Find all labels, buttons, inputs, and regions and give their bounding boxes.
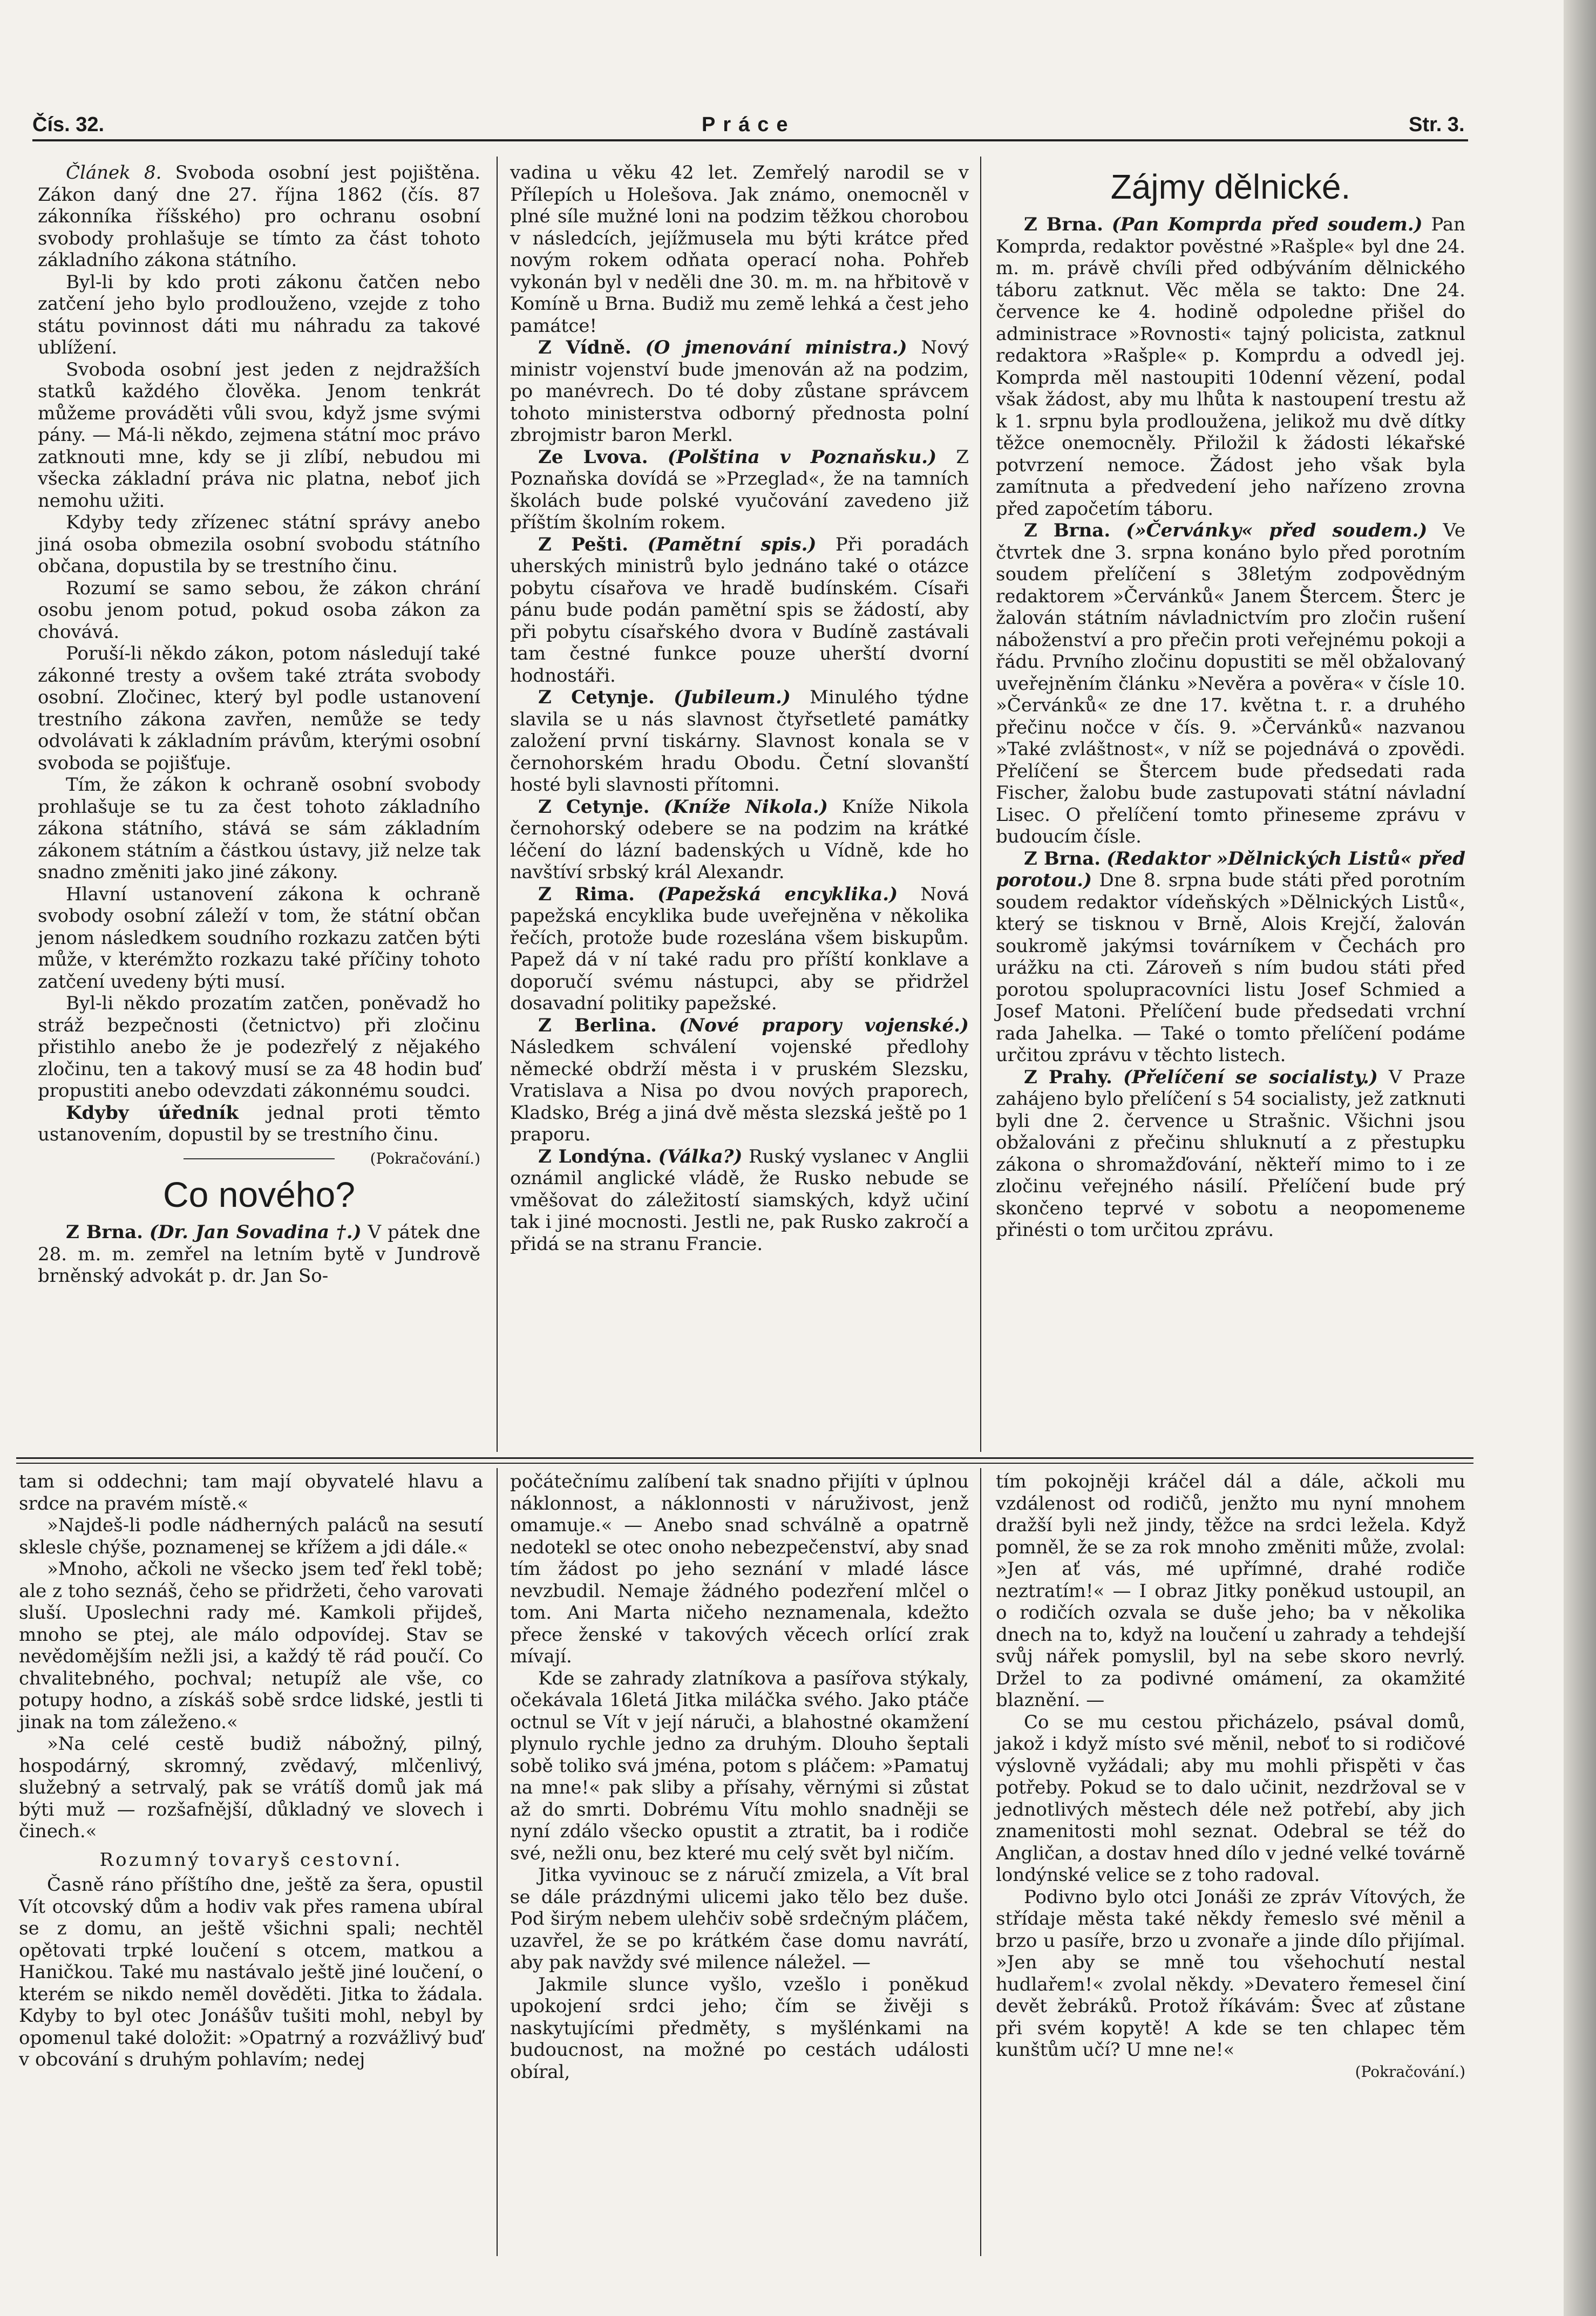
news-lead: Z Brna. [1024,520,1111,541]
story-paragraph: Kde se zahrady zlatníkova a pasířova stýkaly, očekávala 16letá Jitka miláčka svého. Jako ptáče octnul se Vít v její náruči, a blahostné okamžení plynulo rychle jedno za druhým. Dlouho šeptali sobě toliko svá jména, potom s pláčem: »Pamatuj na mne!« pak sliby a přísahy, věrnými si zůstat až do smrti. Dobrému Vítu mohlo snadněji se nyní zdálo všecko opustit a ztratit, ba i rodiče své, nežli onu, bez které mu celý svět byl ničím. [510,1667,969,1864]
story-paragraph: tím pokojněji kráčel dál a dále, ačkoli mu vzdálenost od rodičů, jenžto mu nyní mnohem dražší byli než jindy, těžce na srdci ležela. Když pomněl, že se za rok mnoho změniti může, zvolal: »Jen ať vás, mé upřímné, drahé rodiče neztratím!« — I obraz Jitky poněkud ustoupil, an o rodičích ozvala se duše jeho; ba v několika dnech na to, když na loučení u zahrady a tehdejší svůj nářek pomyslil, byl na sebe skoro nevrlý. Držel to za podivné omámení, za okamžité blaznění. — [996,1471,1465,1711]
paragraph: Byl-li by kdo proti zákonu čatčen nebo zatčení jeho bylo prodlouženo, vzejde z toho státu povinnost dáti mu náhradu za takové ublížení. [38,271,480,358]
news-lead: Z Cetynje. [538,687,655,708]
header-rule [32,139,1468,141]
news-title: (Pan Komprda před soudem.) [1111,214,1423,235]
story-paragraph: počátečnímu zalíbení tak snadno přijíti v úplnou náklonnost, a náklonnosti v náruživost, jenž omamuje.« — Anebo snad schválně a opatrně nedotekl se otec onoho nebezpečenství, aby snad tím žádost po jeho seznání v mladé lásce nevzbudil. Nemaje žádného podezření mlčel o tom. Ani Marta ničeho neznamenala, kdežto přece ženské v takových věcech orlící zrak mívají. [510,1471,969,1667]
story-paragraph: »Mnoho, ačkoli ne všecko jsem teď řekl tobě; ale z toho seznáš, čeho se přidržeti, čeho varovati sluší. Uposlechni rady mé. Kamkoli přijdeš, mnoho se ptej, ale málo odpovídej. Stav se nevědomějším nežli jsi, a každý tě rád poučí. Co chvalitebného, pochval; netupíž ale vše, co potupy hodno, a získáš sobě srdce lidské, jestli ti jinak na tom záleženo.« [19,1558,483,1733]
story-column-1 [19,1471,483,2071]
news-title: (Dr. Jan Sovadina †.) [149,1221,362,1243]
news-title: (Pamětní spis.) [647,533,817,555]
news-lead: Z Brna. [66,1221,143,1243]
story-paragraph: »Na celé cestě budiž nábožný, pilný, hospodárný, skromný, zvědavý, mlčenlivý, služebný a setrvalý, pak se vrátíš domů jak má býti muž — rozšafnější, důkladný ve slovech i činech.« [19,1733,483,1842]
story-paragraph: Co se mu cestou přicházelo, psával domů, jakož i když místo své měnil, neboť to si rodičové výslovně vyžádali; aby mu mohli přispěti v čas potřeby. Pokud se to dalo učinit, nezdržoval se v jednotlivých městech déle než potřebí, aby jich znamenitosti mohl seznat. Odebral se též do Angličan, a dostav hned dílo v jedné velké továrně londýnské velice se z toho radoval. [996,1711,1465,1886]
news-lead: Z Rima. [538,883,635,905]
column-divider [497,157,498,1452]
page-number: Str. 3. [1409,113,1465,136]
news-text: Nový ministr vojenství bude jmenován až na podzim, po manévrech. Do té doby zůstane správcem tohoto ministerstva odborný přednosta polní zbrojmistr baron Merkl. [510,337,969,446]
news-lead: Z Londýna. [538,1145,652,1167]
story-paragraph: Jakmile slunce vyšlo, vzešlo i poněkud upokojení srdci jeho; čím se živěji s naskytujícími předměty, s myšlénkami na budoucnost, na možné po cestách události obíral, [510,1973,969,2083]
scan-edge [1564,0,1596,2316]
paragraph: Tím, že zákon k ochraně osobní svobody prohlašuje se tu za čest tohoto základního zákona státního, stává se sám základním zákonem státním a částkou ústavy, již nelze tak snadno změniti jako jiné zákony. [38,774,480,883]
column-1 [38,162,480,1287]
column-divider [980,1468,981,2256]
paragraph: Svoboda osobní jest pojištěna. Zákon daný dne 27. října 1862 (čís. 87 zákonníka říšského) pro ochranu osobní svobody prohlašuje se tímto za část tohoto základního zákona státního. [38,162,481,271]
news-text: Dne 8. srpna bude státi před porotním soudem redaktor vídeňských »Dělnických Listů«, který se tisknou v Brně, Alois Krejčí, žalován soukromě jakýmsi továrníkem v Čechách pro urážku na cti. Zároveň s ním budou státi před porotou spolupracovníci listu Josef Schmied a Josef Matoni. Přelíčení bude předsedati vrchní rada Jahelka. — Také o tomto přelíčení podáme určitou zprávu v těchto listech. [996,870,1466,1066]
page-header [32,113,1468,140]
paper-title: Práce [702,113,796,136]
column-divider [980,157,981,1452]
story-paragraph: Jitka vyvinouc se z náručí zmizela, a Vít bral se dále prázdnými ulicemi jako tělo bez duše. Pod širým nebem ulehčiv sobě srdečným pláčem, uzavřel, že se po krátkém čase domu navrátí, aby pak navždy své milence náležel. — [510,1864,969,1973]
column-3 [996,162,1465,1241]
paragraph: Rozumí se samo sebou, že zákon chrání osobu jenom potud, pokud osoba zákon za chovává. [38,577,480,643]
news-text: Minulého týdne slavila se u nás slavnost čtyřsetleté památky založení první tiskárny. Slavnost konala se v černohorském hradu Obodu. Četní slovanští hosté byli slavnosti přítomni. [510,687,969,796]
news-text: Pan Komprda, redaktor pověstné »Rašple« byl dne 24. m. m. právě chvíli před odbýváním dělnického táboru zatknut. Věc měla se takto: Dne 24. července ke 4. hodině odpoledne přišel do administrace »Rovnosti« tajný policista, zatknul redaktora »Rašple« p. Komprdu a odvedl jej. Komprda měl nastoupiti 10denní vězení, podal však žádost, aby mu lhůta k nastoupení trestu až k 1. srpnu byla prodloužena, jelikož mu dvě dítky těžce onemocněly. Přiložil k žádosti lékařské potvrzení nemoce. Žádost jeho však byla zamítnuta a předvedení jeho nařízeno zrovna před započetím táboru. [996,214,1466,520]
news-text: Z Poznaňska dovídá se »Przeglad«, že na tamních školách bude polské vyučování zavedeno již příštím školním rokem. [510,446,969,533]
news-lead: Z Vídně. [538,337,631,358]
news-title: (Redaktor »Dělnických Listů« před porotou.) [996,847,1465,891]
column-2 [510,162,969,1255]
story-paragraph: »Najdeš-li podle nádherných paláců na sesutí sklesle chýše, poznamenej se křížem a jdi dále.« [19,1514,483,1558]
news-title: (Válka?) [658,1145,743,1167]
column-divider [497,1468,498,2256]
story-paragraph: Časně ráno příštího dne, ještě za šera, opustil Vít otcovský dům a hodiv vak přes ramena ubíral se z domu, an ještě všichni spali; nechtěl opětovati trpké loučení s otcem, matkou a Haničkou. Také mu nastávalo ještě jiné loučení, o kterém se nikdo neměl dověděti. Jitka to žádala. Kdyby to byl otec Jonášův tušiti mohl, nebyl by opomenul také doložit: »Opatrný a rozvážlivý buď v obcování s druhým pohlavím; nedej [19,1874,483,2070]
story-column-2 [510,1471,969,2083]
feuilleton-rule [16,1457,1473,1459]
news-text: vadina u věku 42 let. Zemřelý narodil se v Přílepích u Holešova. Jak známo, onemocněl v plné síle mužné loni na podzim těžkou chorobou v následcích, jejížmusela mu býti krátce před novým rokem odňata operací noha. Pohřeb vykonán byl v neděli dne 30. m. m. na hřbitově v Komíně u Brna. Budiž mu země lehká a čest jeho památce! [510,162,969,337]
news-text: Při poradách uherských ministrů bylo jednáno také o otázce pobytu císařova ve hradě budínském. Císaři pánu bude podán pamětní spis se žádostí, aby při pobytu císařského dvora v Budíně zastávali tam čestné funkce pouze uherští dvorní hodnostáři. [510,533,969,687]
news-title: (Přelíčení se socialisty.) [1123,1066,1378,1088]
section-heading: Co nového? [163,1174,355,1214]
story-subtitle: Rozumný tovaryš cestovní. [99,1849,403,1871]
news-lead: Ze Lvova. [538,446,648,468]
news-text: Ve čtvrtek dne 3. srpna konáno bylo před porotním soudem přelíčení s 38letým zodpovědným redaktorem »Červánků« Janem Štercem. Šterc je žalován státním návladnictvím pro zločin rušení náboženství a pro přečin proti veřejnému pokoji a řádu. Prvního zločinu dopustiti se měl obžalovaný uveřejněním článku »Nevěra a pověra« v čísle 10. »Červánků« ze dne 17. května t. r. a druhého přečinu nočce v čís. 9. »Červánků« nazvanou »Také zvláštnost«, v níž se pojednává o zpovědi. Přelíčení se Štercem bude předsedati rada Fischer, žalobu bude zastupovati státní návladní Lisec. O přelíčení tomto přineseme zprávu v budoucím čísle. [996,520,1466,847]
news-title: (O jmenování ministra.) [645,337,907,358]
news-title: (»Červánky« před soudem.) [1126,520,1428,541]
news-lead: Z Pešti. [538,533,629,555]
news-title: (Polština v Poznaňsku.) [667,446,937,468]
continued-note: (Pokračování.) [370,1149,480,1167]
news-lead: Z Brna. [1024,214,1103,235]
paragraph: jednal proti těmto ustanovením, dopustil by se trestního činu. [38,1102,480,1145]
news-text: V pátek dne 28. m. m. zemřel na letním bytě v Jundrově brněnský advokát p. dr. Jan So- [38,1221,481,1287]
news-text: Následkem schválení vojenské předlohy německé obdrží města i v pruském Slezsku, Vratislava a Nisa po dvou nových praporech, Kladsko, Brég a jiná dvě města slezská ještě po 1 praporu. [510,1036,969,1145]
continued-note: (Pokračování.) [1355,2062,1465,2081]
news-lead: Z Cetynje. [538,796,650,818]
paragraph: Kdyby tedy zřízenec státní správy anebo jiná osoba obmezila osobní svobodu státního občana, dopustila by se trestního činu. [38,512,480,577]
news-title: (Nové prapory vojenské.) [679,1014,969,1036]
short-divider [184,1158,335,1159]
news-title: (Papežská encyklika.) [657,883,898,905]
feuilleton-rule [16,1463,1473,1464]
news-lead: Z Berlina. [538,1014,657,1036]
paragraph: Hlavní ustanovení zákona k ochraně svobody osobní záleží v tom, že státní občan jenom následkem soudního rozkazu zatčen býti může, v kterémžto rozkazu také příčiny tohoto zatčení uvedeny býti musí. [38,883,480,993]
news-lead: Z Prahy. [1024,1066,1112,1088]
story-paragraph: tam si oddechni; tam mají obyvatelé hlavu a srdce na pravém místě.« [19,1471,483,1514]
story-paragraph: Podivno bylo otci Jonáši ze zpráv Vítových, že střídaje města také někdy řemeslo své měnil a brzo u pasíře, brzo u zvonaře a jinde dílo přijímal. »Jen aby se mně tou všehochutí nestal hudlařem!« zvolal někdy. »Devatero řemesel činí devět žebráků. Protož říkávám: Švec ať zůstane při svém kopytě! A kde se ten chlapec těm kunštům učí? U mne ne!« [996,1886,1465,2061]
news-title: (Jubileum.) [674,687,791,708]
news-title: (Kníže Nikola.) [663,796,828,818]
story-column-3 [996,1471,1465,2083]
news-text: Kníže Nikola černohorský odebere se na podzim na krátké léčení do lázní badenských u Vídně, kde ho navštíví srbský král Alexandr. [510,796,969,883]
news-text: Ruský vyslanec v Anglii oznámil anglické vládě, že Rusko nebude se vměšovat do záležitostí siamských, když učiní tak i jiné mocnosti. Jestli ne, pak Rusko zakročí a přidá se na stranu Francie. [510,1145,969,1255]
paragraph: Byl-li někdo prozatím zatčen, poněvadž ho stráž bezpečnosti (četnictvo) při zločinu přistihlo anebo že je podezřelý z nějakého zločinu, ten a takový musí se za 48 hodin buď propustiti anebo odevzdati zákonnému soudci. [38,993,480,1102]
bold-lead: Kdyby úředník [66,1102,239,1124]
news-text: Nová papežská encyklika bude uveřejněna v několika řečích, protože bude rozeslána všem biskupům. Papež dá v ní také radu pro příští konklave a doporučí svému nástupci, aby se přidržel dosavadní politiky papežské. [510,883,969,1014]
news-lead: Z Brna. [1024,847,1101,870]
news-text: V Praze zahájeno bylo přelíčení s 54 socialisty, jež zatknuti byli dne 2. července u Strašnic. Všichni jsou obžalováni z přečinu shluknutí a z přestupku zákona o shromažďování, někteří mimo to i ze zločinu veřejného násilí. Přelíčení bude prý skončeno teprvé v sobotu a neopomeneme přinésti o tom určitou zprávu. [996,1066,1466,1241]
paragraph: Poruší-li někdo zákon, potom následují také zákonné tresty a ovšem také ztráta svobody osobní. Zločinec, který byl podle ustanovení trestního zákona zavřen, nemůže se tedy odvolávati k základním právům, kterými osobní svoboda se pojišťuje. [38,643,480,774]
section-heading: Zájmy dělnické. [1110,167,1351,206]
issue-number: Čís. 32. [32,113,105,136]
article-label: Článek 8. [66,162,162,184]
paragraph: Svoboda osobní jest jeden z nejdražších statků každého člověka. Jenom tenkrát můžeme prováděti vůli svou, když jsme svými pány. — Má-li někdo, zejmena státní moc právo zatknouti mne, kdy se ji zlíbí, nebudou mi všecka základní práva nic platna, neboť jich nemohu užiti. [38,358,480,512]
